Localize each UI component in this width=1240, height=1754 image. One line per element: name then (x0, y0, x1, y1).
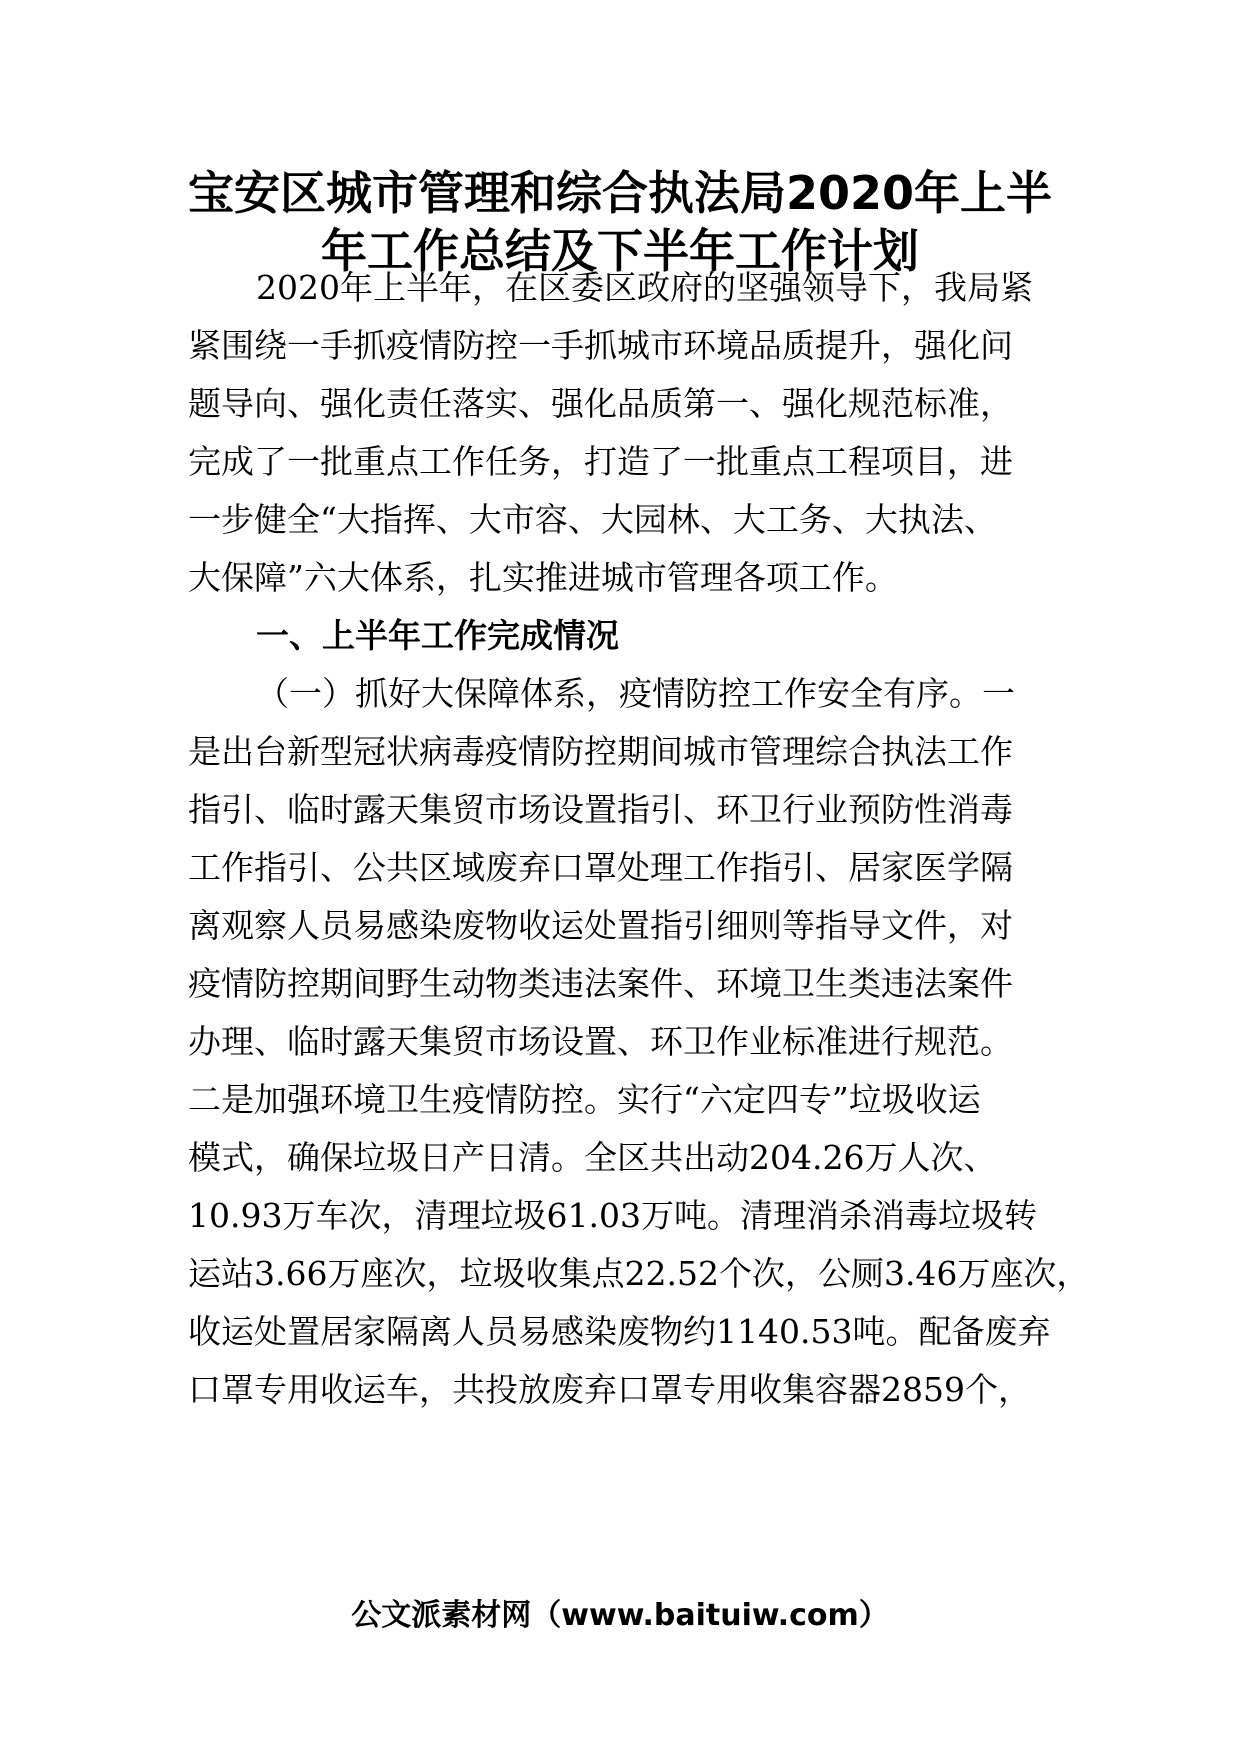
body-line: 模式，确保垃圾日产日清。全区共出动204.26万人次、 (188, 1138, 997, 1177)
footer-watermark-text: 公文派素材网（www.baituiw.com） (351, 1598, 889, 1633)
document-title-line-1: 宝安区城市管理和综合执法局2020年上半 (187, 166, 1053, 220)
body-line: 工作指引、公共区域废弃口罩处理工作指引、居家医学隔 (188, 848, 1013, 887)
body-line: 一步健全“大指挥、大市容、大园林、大工务、大执法、 (188, 500, 997, 539)
body-line: 收运处置居家隔离人员易感染废物约1140.53吨。配备废弃 (188, 1312, 1051, 1351)
body-line: 离观察人员易感染废物收运处置指引细则等指导文件，对 (188, 906, 1013, 945)
body-line: 办理、临时露天集贸市场设置、环卫作业标准进行规范。 (188, 1022, 1013, 1061)
body-line: 疫情防控期间野生动物类违法案件、环境卫生类违法案件 (188, 964, 1013, 1003)
body-line: 完成了一批重点工作任务，打造了一批重点工程项目，进 (188, 442, 1013, 481)
body-line: 口罩专用收运车，共投放废弃口罩专用收集容器2859个， (188, 1370, 1031, 1409)
document-title-line-2: 年工作总结及下半年工作计划 (321, 224, 919, 278)
body-line: 紧围绕一手抓疫情防控一手抓城市环境品质提升，强化问 (188, 326, 1013, 365)
body-line: 二是加强环境卫生疫情防控。实行“六定四专”垃圾收运 (188, 1080, 981, 1119)
body-line: 大保障”六大体系，扎实推进城市管理各项工作。 (188, 558, 898, 597)
body-line: 题导向、强化责任落实、强化品质第一、强化规范标准， (188, 384, 1013, 423)
body-line: 指引、临时露天集贸市场设置指引、环卫行业预防性消毒 (188, 790, 1013, 829)
section-heading: 一、上半年工作完成情况 (256, 616, 619, 655)
body-line: 是出台新型冠状病毒疫情防控期间城市管理综合执法工作 (188, 732, 1013, 771)
body-line: 运站3.66万座次，垃圾收集点22.52个次，公厕3.46万座次， (188, 1254, 1090, 1293)
body-line: 2020年上半年，在区委区政府的坚强领导下，我局紧 (256, 268, 1033, 307)
body-line: 10.93万车次，清理垃圾61.03万吨。清理消杀消毒垃圾转 (188, 1196, 1037, 1235)
body-line: （一）抓好大保障体系，疫情防控工作安全有序。一 (256, 674, 1015, 713)
